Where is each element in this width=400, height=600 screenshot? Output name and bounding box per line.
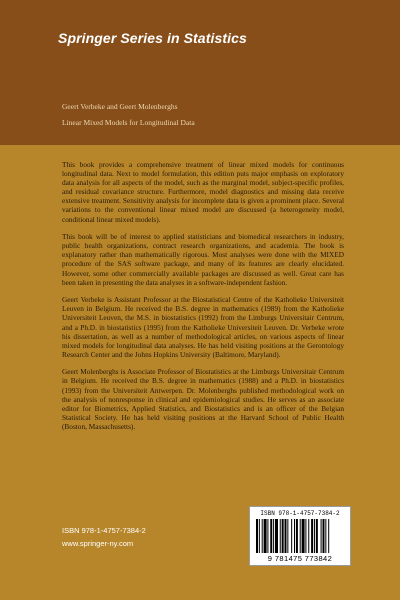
barcode-bar xyxy=(296,519,298,553)
barcode-bar xyxy=(294,519,295,553)
header-band xyxy=(0,0,400,145)
book-authors: Geert Verbeke and Geert Molenberghs xyxy=(62,102,178,111)
author-bio-paragraph: Geert Molenberghs is Associate Professor of Biostatistics at the Limburgs Universitair Centrum in Belgium. He received the B.S. degree in mathematics (1988) and a Ph.D. in biostatistics (1993) from the Universiteit Antwerpen. Dr. Molenberghs published methodological work on the analysis of nonresponse in clinical and epidemiological studies. He serves as an associate editor for Biometrics, Applied Statistics, and Biostatistics and is an officer of the Belgian Statistical Society. He has held visiting positions at the Harvard School of Public Health (Boston, Massachusetts). xyxy=(62,367,344,431)
barcode-bar xyxy=(256,519,258,553)
barcode-bar xyxy=(264,519,267,553)
barcode-bar xyxy=(282,519,284,553)
barcode xyxy=(249,506,351,566)
barcode-bar xyxy=(270,519,272,553)
barcode-bar xyxy=(321,519,322,553)
barcode-bar xyxy=(300,519,301,553)
isbn-text: ISBN 978-1-4757-7384-2 xyxy=(62,526,146,535)
barcode-bar xyxy=(305,519,306,553)
description-paragraph: This book provides a comprehensive treatment of linear mixed models for continuous longitudinal data. Next to model formulation, this edition puts major emphasis on exploratory data analysis for all aspects of the model, such as the marginal model, subject-specific profiles, and residual covariance structure. Furthermore, model diagnostics and missing data receive extensive treatment. Sensitivity analysis for incomplete data is given a prominent place. Several variations to the conventional linear mixed model are discussed (a heterogeneity model, conditional linear mixed models). xyxy=(62,160,344,224)
barcode-bar xyxy=(267,519,268,553)
back-cover-description xyxy=(62,160,344,440)
barcode-digits: 9 781475 773842 xyxy=(267,554,333,563)
barcode-bars xyxy=(256,519,344,553)
barcode-bar xyxy=(323,519,325,553)
barcode-bar xyxy=(328,519,329,553)
barcode-bar xyxy=(314,519,315,553)
barcode-bar xyxy=(262,519,263,553)
publisher-url[interactable]: www.springer-ny.com xyxy=(62,539,134,548)
barcode-isbn-label: ISBN 978-1-4757-7384-2 xyxy=(260,510,340,517)
barcode-bar xyxy=(280,519,281,553)
barcode-bar xyxy=(259,519,260,553)
barcode-bar xyxy=(285,519,287,553)
barcode-bar xyxy=(275,519,278,553)
description-paragraph: This book will be of interest to applied statisticians and biomedical researchers in industry, public health organizations, contract research organizations, and academia. The book is explanatory rather than mathematically rigorous. Most analyses were done with the MIXED procedure of the SAS software package, and many of its features are clearly elucidated. However, some other commercially available packages are discussed as well. Great care has been taken in presenting the data analyses in a software-independent fashion. xyxy=(62,232,344,287)
barcode-bar xyxy=(273,519,274,553)
book-title: Linear Mixed Models for Longitudinal Data xyxy=(62,118,195,127)
barcode-bar xyxy=(287,519,288,553)
barcode-graphic xyxy=(256,519,344,553)
barcode-bar xyxy=(308,519,309,553)
series-title: Springer Series in Statistics xyxy=(58,30,247,46)
barcode-bar xyxy=(302,519,305,553)
barcode-bar xyxy=(316,519,318,553)
barcode-bar xyxy=(325,519,326,553)
barcode-bar xyxy=(311,519,313,553)
barcode-bar xyxy=(291,519,292,553)
author-bio-paragraph: Geert Verbeke is Assistant Professor at the Biostatistical Centre of the Katholieke Universiteit Leuven in Belgium. He received the B.S. degree in mathematics (1989) from the Katholieke Universiteit Leuven, the M.S. in biostatistics (1992) from the Limburgs Universitair Centrum, and a Ph.D. in biostatistics (1995) from the Katholieke Universiteit Leuven. Dr. Verbeke wrote his dissertation, as well as a number of methodological articles, on various aspects of linear mixed models for longitudinal data analyses. He has held visiting positions at the Gerontology Research Center and the Johns Hopkins University (Baltimore, Maryland). xyxy=(62,295,344,359)
